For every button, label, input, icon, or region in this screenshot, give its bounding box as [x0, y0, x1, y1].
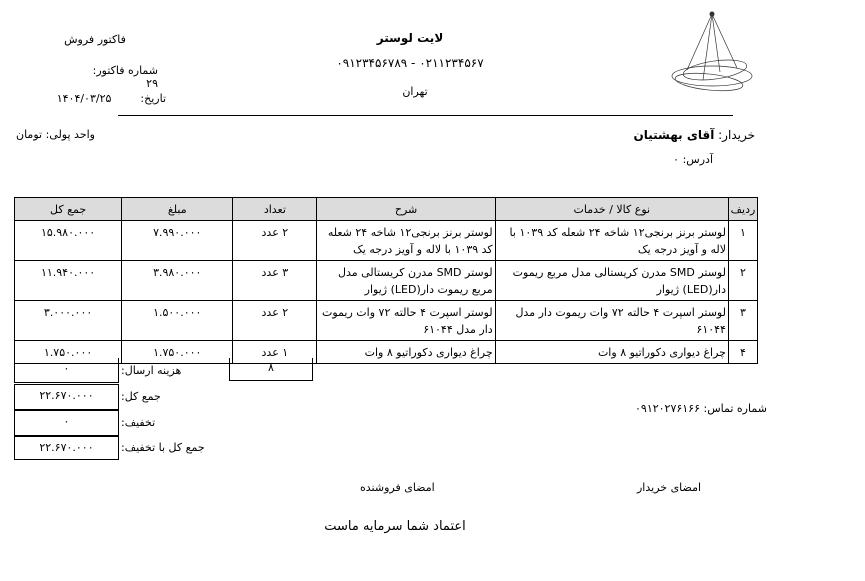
row-description: چراغ دیواری دکوراتیو ۸ وات	[317, 341, 495, 364]
table-row	[15, 221, 758, 261]
table-row	[15, 261, 758, 301]
row-total: ۳.۰۰۰.۰۰۰	[15, 301, 122, 341]
shop-phone: ۰۲۱۱۲۳۴۵۶۷ - ۰۹۱۲۳۴۵۶۷۸۹	[336, 56, 484, 70]
row-price: ۳.۹۸۰.۰۰۰	[122, 261, 233, 301]
invoice-date-label: تاریخ:	[140, 92, 166, 105]
currency-info	[16, 128, 95, 141]
row-index: ۲	[728, 261, 757, 301]
currency-label: واحد پولی:	[45, 128, 95, 141]
row-product: چراغ دیواری دکوراتیو ۸ وات	[495, 341, 728, 364]
contact-info	[635, 402, 767, 415]
buyer-signature: امضای خریدار	[637, 481, 702, 494]
discount-value: ۰	[14, 410, 119, 436]
row-product: لوستر برنز برنجی۱۲ شاخه ۲۴ شعله کد ۱۰۳۹ با لاله و آویز درجه یک	[495, 221, 728, 261]
shipping-label: هزینه ارسال:	[121, 364, 182, 377]
row-price: ۱.۷۵۰.۰۰۰	[122, 341, 233, 364]
subtotal-value: ۲۲.۶۷۰.۰۰۰	[14, 384, 119, 410]
header-index: ردیف	[728, 198, 757, 221]
row-qty: ۲ عدد	[233, 221, 317, 261]
table-header-row	[15, 198, 758, 221]
footer-note: اعتماد شما سرمایه ماست	[324, 519, 466, 534]
header-product: نوع کالا / خدمات	[495, 198, 728, 221]
header-price: مبلغ	[122, 198, 233, 221]
row-qty: ۲ عدد	[233, 301, 317, 341]
header-description: شرح	[317, 198, 495, 221]
table-row	[15, 341, 758, 364]
header-qty: تعداد	[233, 198, 317, 221]
contact-label: شماره تماس:	[703, 402, 767, 415]
currency-value: تومان	[16, 128, 43, 141]
invoice-date-value: ۱۴۰۴/۰۳/۲۵	[56, 92, 112, 105]
grand-total-value: ۲۲.۶۷۰.۰۰۰	[14, 436, 119, 460]
buyer-info	[633, 128, 755, 142]
discount-label: تخفیف:	[121, 416, 156, 429]
row-index: ۱	[728, 221, 757, 261]
row-total: ۱.۷۵۰.۰۰۰	[15, 341, 122, 364]
row-price: ۱.۵۰۰.۰۰۰	[122, 301, 233, 341]
row-description: لوستر اسپرت ۴ حالته ۷۲ وات ریموت دار مدل ۶۱۰۴۴	[317, 301, 495, 341]
row-product: لوستر اسپرت ۴ حالته ۷۲ وات ریموت دار مدل ۶۱۰۴۴	[495, 301, 728, 341]
invoice-date	[36, 92, 166, 105]
buyer-label: خریدار:	[718, 128, 755, 142]
invoice-number-value: ۲۹	[146, 77, 158, 90]
shop-city: تهران	[402, 85, 428, 98]
invoice-number-label: شماره فاکتور:	[92, 64, 158, 77]
row-index: ۴	[728, 341, 757, 364]
row-qty: ۱ عدد	[233, 341, 317, 364]
subtotal-label: جمع کل:	[121, 390, 161, 403]
header-total: جمع کل	[15, 198, 122, 221]
document-title: فاکتور فروش	[64, 33, 126, 46]
row-qty: ۳ عدد	[233, 261, 317, 301]
items-table	[14, 197, 758, 364]
buyer-address-value: ۰	[673, 153, 680, 166]
buyer-name: آقای بهشتیان	[633, 128, 715, 142]
shop-name: لایت لوستر	[376, 31, 444, 45]
row-description: لوستر برنز برنجی۱۲ شاخه ۲۴ شعله کد ۱۰۳۹ با لاله و آویز درجه یک	[317, 221, 495, 261]
total-qty: ۸	[229, 358, 313, 381]
row-price: ۷.۹۹۰.۰۰۰	[122, 221, 233, 261]
invoice-number	[40, 64, 158, 90]
row-product: لوستر SMD مدرن کریستالی مدل مربع ریموت دار(LED) ژیوار	[495, 261, 728, 301]
buyer-address-label: آدرس:	[682, 153, 713, 166]
shipping-value: ۰	[14, 358, 119, 383]
row-total: ۱۱.۹۴۰.۰۰۰	[15, 261, 122, 301]
row-index: ۳	[728, 301, 757, 341]
table-row	[15, 301, 758, 341]
row-total: ۱۵.۹۸۰.۰۰۰	[15, 221, 122, 261]
seller-signature: امضای فروشنده	[360, 481, 435, 494]
grand-total-label: جمع کل با تخفیف:	[121, 441, 205, 454]
contact-phone: ۰۹۱۲۰۲۷۶۱۶۶	[635, 402, 700, 415]
buyer-address	[673, 153, 713, 166]
row-description: لوستر SMD مدرن کریستالی مدل مربع ریموت دار(LED) ژیوار	[317, 261, 495, 301]
header-divider	[118, 115, 733, 116]
chandelier-icon	[665, 10, 755, 100]
